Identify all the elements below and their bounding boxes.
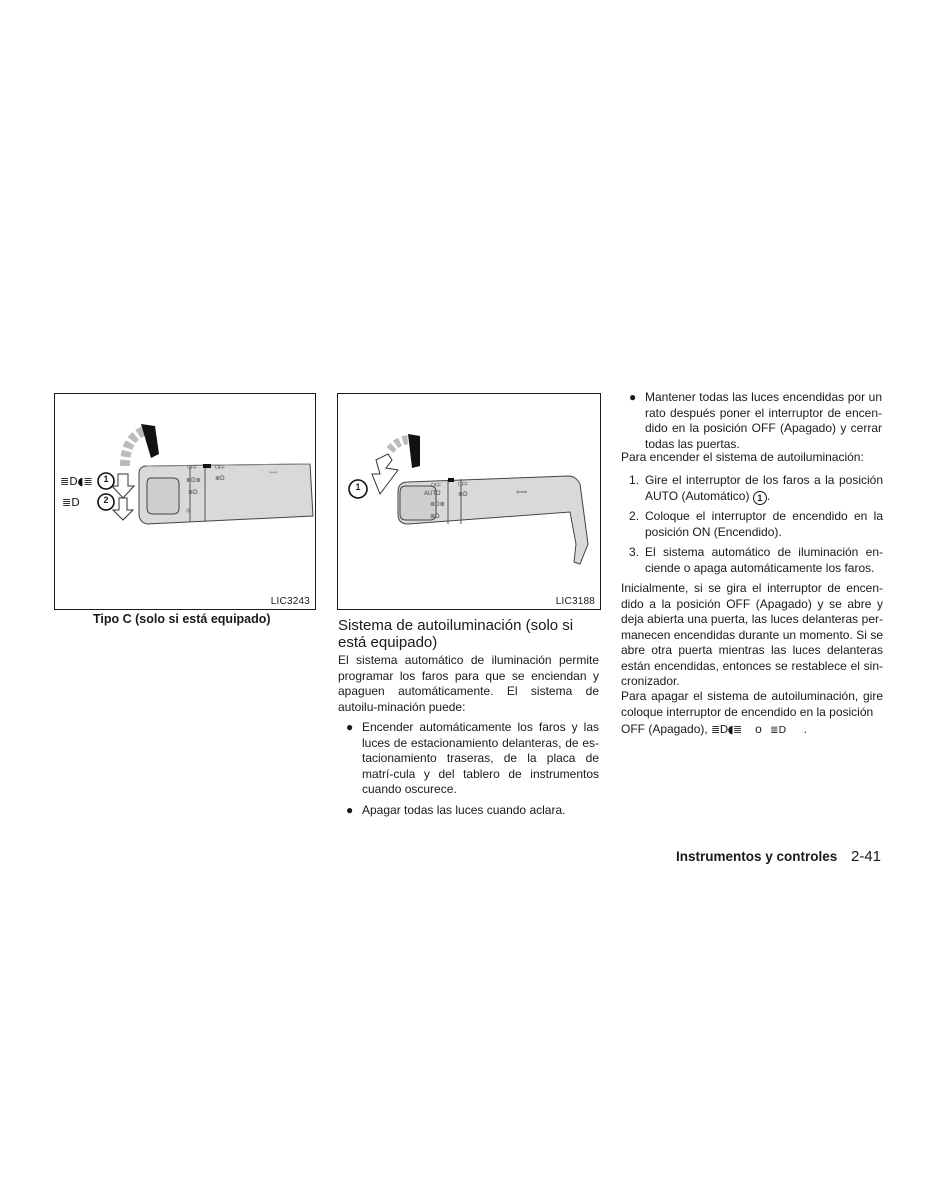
headlight-icon: ≣D: [770, 725, 787, 736]
bullet-text: Encender automáticamente los faros y las luces de estacionamiento delanteras, de es-tacionamiento traseras, de la placa de matrí-cula y del tablero de instrumentos cuando oscurece.: [362, 720, 599, 796]
bullet-item: [629, 390, 882, 452]
circled-marker: 1: [753, 491, 767, 505]
svg-text:⇦⇨: ⇦⇨: [516, 488, 528, 496]
step-text: El sistema automático de iluminación en-ciende o apaga automáticamente los faros.: [645, 545, 883, 575]
step-item: 1. Gire el interruptor de los faros a la posición AUTO (Automático) 1 .: [629, 473, 883, 503]
marker-2: 2: [103, 495, 109, 505]
marker-1: 1: [355, 482, 361, 492]
svg-text:≣D: ≣D: [62, 496, 80, 509]
step-text: Coloque el interruptor de encendido en la posición ON (Encendido).: [645, 509, 883, 539]
bullet-item: [346, 720, 599, 798]
step-item: [629, 545, 883, 576]
svg-text:≣D≣: ≣D≣: [430, 501, 445, 508]
disable-paragraph: [621, 689, 883, 720]
disable-off-label: OFF (Apagado),: [621, 722, 708, 736]
svg-text:≣D: ≣D: [188, 489, 198, 496]
step-number: 2.: [629, 509, 640, 523]
figure-id: LIC3243: [270, 596, 310, 607]
figure-id: LIC3188: [555, 596, 595, 607]
svg-text:≣D: ≣D: [430, 513, 440, 520]
figure-auto: [337, 393, 601, 610]
section-title-line2: está equipado): [338, 634, 438, 651]
figure-type-c: [54, 393, 316, 610]
bullet-text: Apagar todas las luces cuando aclara.: [362, 803, 566, 817]
svg-text:≣D: ≣D: [215, 475, 225, 482]
disable-last-line: [621, 722, 807, 738]
step-item: [629, 509, 883, 540]
headlight-switch-illustration: [55, 394, 315, 609]
auto-light-switch-illustration: [338, 394, 600, 609]
page-number: 2-41: [851, 848, 882, 865]
bullet-item: [346, 803, 599, 819]
disable-period: .: [803, 722, 807, 736]
bullet-dot: ●: [629, 390, 637, 404]
switch-label-auto: AUTO: [424, 491, 441, 497]
svg-text:☼: ☼: [185, 507, 192, 515]
svg-text:OFF: OFF: [215, 465, 225, 471]
svg-text:OFF: OFF: [458, 482, 468, 488]
step-text: Gire el interruptor de los faros a la posición AUTO (Automático): [645, 473, 883, 503]
initial-note: Inicialmente, si se gira el interruptor de encen-dido a la posición OFF (Apagado) y se abre y deja abierta una puerta, las luces delanteras per-manecen encendidas durante un momento. Si se abre otra puerta mientras las luces delanteras están encendidas, entonces se restablece el sin-cronizador.: [621, 581, 883, 688]
switch-label-off: OFF: [431, 483, 441, 489]
marker-1: 1: [103, 474, 109, 484]
enable-intro: Para encender el sistema de autoiluminación:: [621, 450, 864, 464]
disable-text: Para apagar el sistema de autoiluminación, gire coloque interruptor de encendido en la posición: [621, 689, 883, 719]
svg-text:≣D: ≣D: [458, 491, 468, 498]
parking-light-icon: ≣D◖≣: [711, 723, 742, 736]
intro-paragraph: El sistema automático de iluminación permite programar los faros para que se enciendan y apaguen automáticamente. El sistema de autoilu-minación puede:: [338, 653, 599, 714]
headlight-icon: [62, 496, 80, 509]
step-number: 1.: [629, 473, 640, 487]
parking-light-icon: [60, 475, 93, 488]
section-title-line1: Sistema de autoiluminación (solo si: [338, 617, 574, 634]
svg-text:⇦⇨: ⇦⇨: [269, 470, 278, 476]
step-number: 3.: [629, 545, 640, 559]
section-title: [338, 617, 598, 651]
disable-or: o: [755, 722, 762, 736]
svg-text:≣D≣: ≣D≣: [186, 477, 201, 484]
svg-text:≣D◖≣: ≣D◖≣: [60, 475, 93, 488]
figure-caption: Tipo C (solo si está equipado): [93, 612, 271, 626]
bullet-dot: ●: [346, 803, 354, 817]
bullet-text: Mantener todas las luces encendidas por un rato después poner el interruptor de encen-dido en la posición OFF (Apagado) y cerrar todas las puertas.: [645, 390, 882, 451]
footer-section-title: Instrumentos y controles: [676, 849, 838, 864]
svg-text:OFF: OFF: [187, 465, 197, 471]
bullet-dot: ●: [346, 720, 354, 734]
